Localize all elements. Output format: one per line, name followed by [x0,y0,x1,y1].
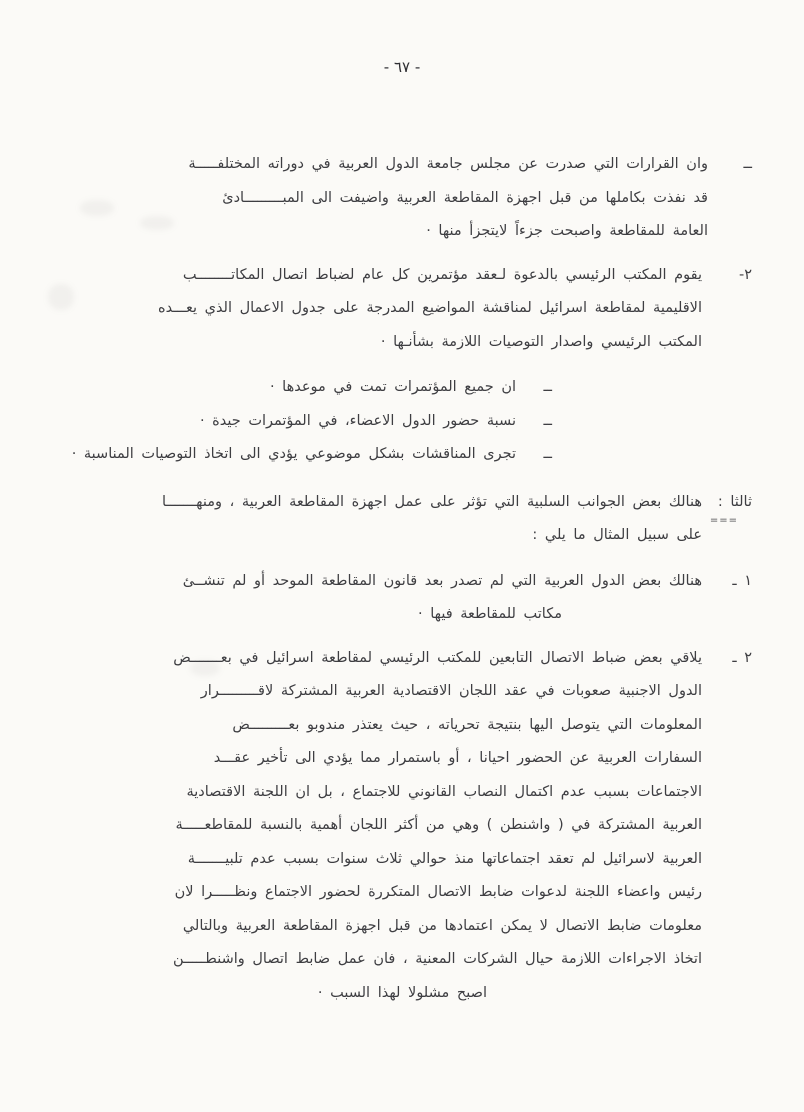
document-body [40,148,752,1010]
item-1-negative [40,565,752,632]
text-line: رئيس واعضاء اللجنة لدعوات ضابط الاتصال المتكررة لحضور الاجتماع ونظـــــرا لان [174,884,702,900]
text-line: العربية لاسرائيل لم تعقد اجتماعاتها منذ حوالي ثلاث سنوات بسبب عدم تلبيـــــــة [187,850,702,867]
item-2-conferences [40,259,752,486]
text-line: الاجتماعات بسبب عدم اكتمال النصاب القانوني للاجتماع ، بل ان اللجنة الاقتصادية [186,783,702,800]
text-line: هنالك بعض الدول العربية التي لم تصدر بعد قانون المقاطعة الموحد أو لم تنشــئ [182,572,702,589]
text-line: قد نفذت بكاملها من قبل اجهزة المقاطعة العربية واضيفت الى المبـــــــــادئ [222,189,708,206]
section-heading [702,486,752,524]
text-line: الدول الاجنبية صعوبات في عقد اللجان الاقتصادية العربية المشتركة لاقـــــــــرار [200,683,702,699]
item-number: ١ ـ [732,572,752,589]
text-line: العامة للمقاطعة واصبحت جزءاً لايتجزأ منها · [426,223,708,239]
text-line: مكاتب للمقاطعة فيها · [418,606,562,622]
text-line: المعلومات التي يتوصل اليها بنتيجة تحرياته ، حيث يعتذر مندوبو بعـــــــــض [232,716,702,733]
text-line: هنالك بعض الجوانب السلبية التي تؤثر على عمل اجهزة المقاطعة العربية ، ومنهـــــــا [162,493,702,510]
item-number: ٢ ـ [732,649,752,666]
dash-marker: ــ [743,156,752,172]
dash-marker: ــ [543,446,552,462]
text-line: ان جميع المؤتمرات تمت في موعدها · [269,379,516,395]
text-line: على سبيل المثال ما يلي : [532,527,702,543]
text-line: الاقليمية لمقاطعة اسرائيل لمناقشة المواضيع المدرجة على جدول الاعمال الذي يعـــده [158,300,702,316]
text-line: وان القرارات التي صدرت عن مجلس جامعة الدول العربية في دوراته المختلفـــــة [188,156,708,172]
text-line: السفارات العربية عن الحضور احيانا ، أو باستمرار مما يؤدي الى تأخير عقـــد [213,750,702,766]
list-item [40,371,552,405]
text-line: معلومات ضابط الاتصال لا يمكن اعتمادها من قبل اجهزة المقاطعة العربية وبالتالي [182,917,702,934]
item-2-negative [40,642,752,1011]
text-line: نسبة حضور الدول الاعضاء، في المؤتمرات جيدة · [199,412,516,429]
text-line: يقوم المكتب الرئيسي بالدعوة لـعقد مؤتمرين كل عام لضباط اتصال المكاتــــــــب [182,266,702,283]
page-number: - ٦٧ - [383,58,421,76]
text-line: يلاقي بعض ضباط الاتصال التابعين للمكتب الرئيسي لمقاطعة اسرائيل في بعـــــــض [173,649,702,666]
heading-underline: === [709,515,738,526]
text-line: العربية المشتركة في ( واشنطن ) وهي من أكثر اللجان أهمية بالنسبة للمقاطعـــــة [175,817,702,833]
text-line: المكتب الرئيسي واصدار التوصيات اللازمة بشأنـها · [380,333,702,350]
text-line: تجرى المناقشات بشكل موضوعي يؤدي الى اتخاذ التوصيات المناسبة · [71,446,516,462]
bullet-list [40,371,552,472]
dash-marker: ــ [543,412,552,429]
list-item [40,438,552,472]
dash-marker: ــ [543,379,552,395]
text-line: اصبح مشلولا لهذا السبب · [317,984,487,1001]
text-line: اتخاذ الاجراءات اللازمة حيال الشركات المعنية ، فان عمل ضابط اتصال واشنطـــــن [173,951,702,967]
item-number: ٢- [738,266,752,283]
list-item [40,405,552,439]
section-heading-label: ثالثا : [717,493,752,510]
section-third [40,486,752,553]
paragraph-resolutions [40,148,752,249]
